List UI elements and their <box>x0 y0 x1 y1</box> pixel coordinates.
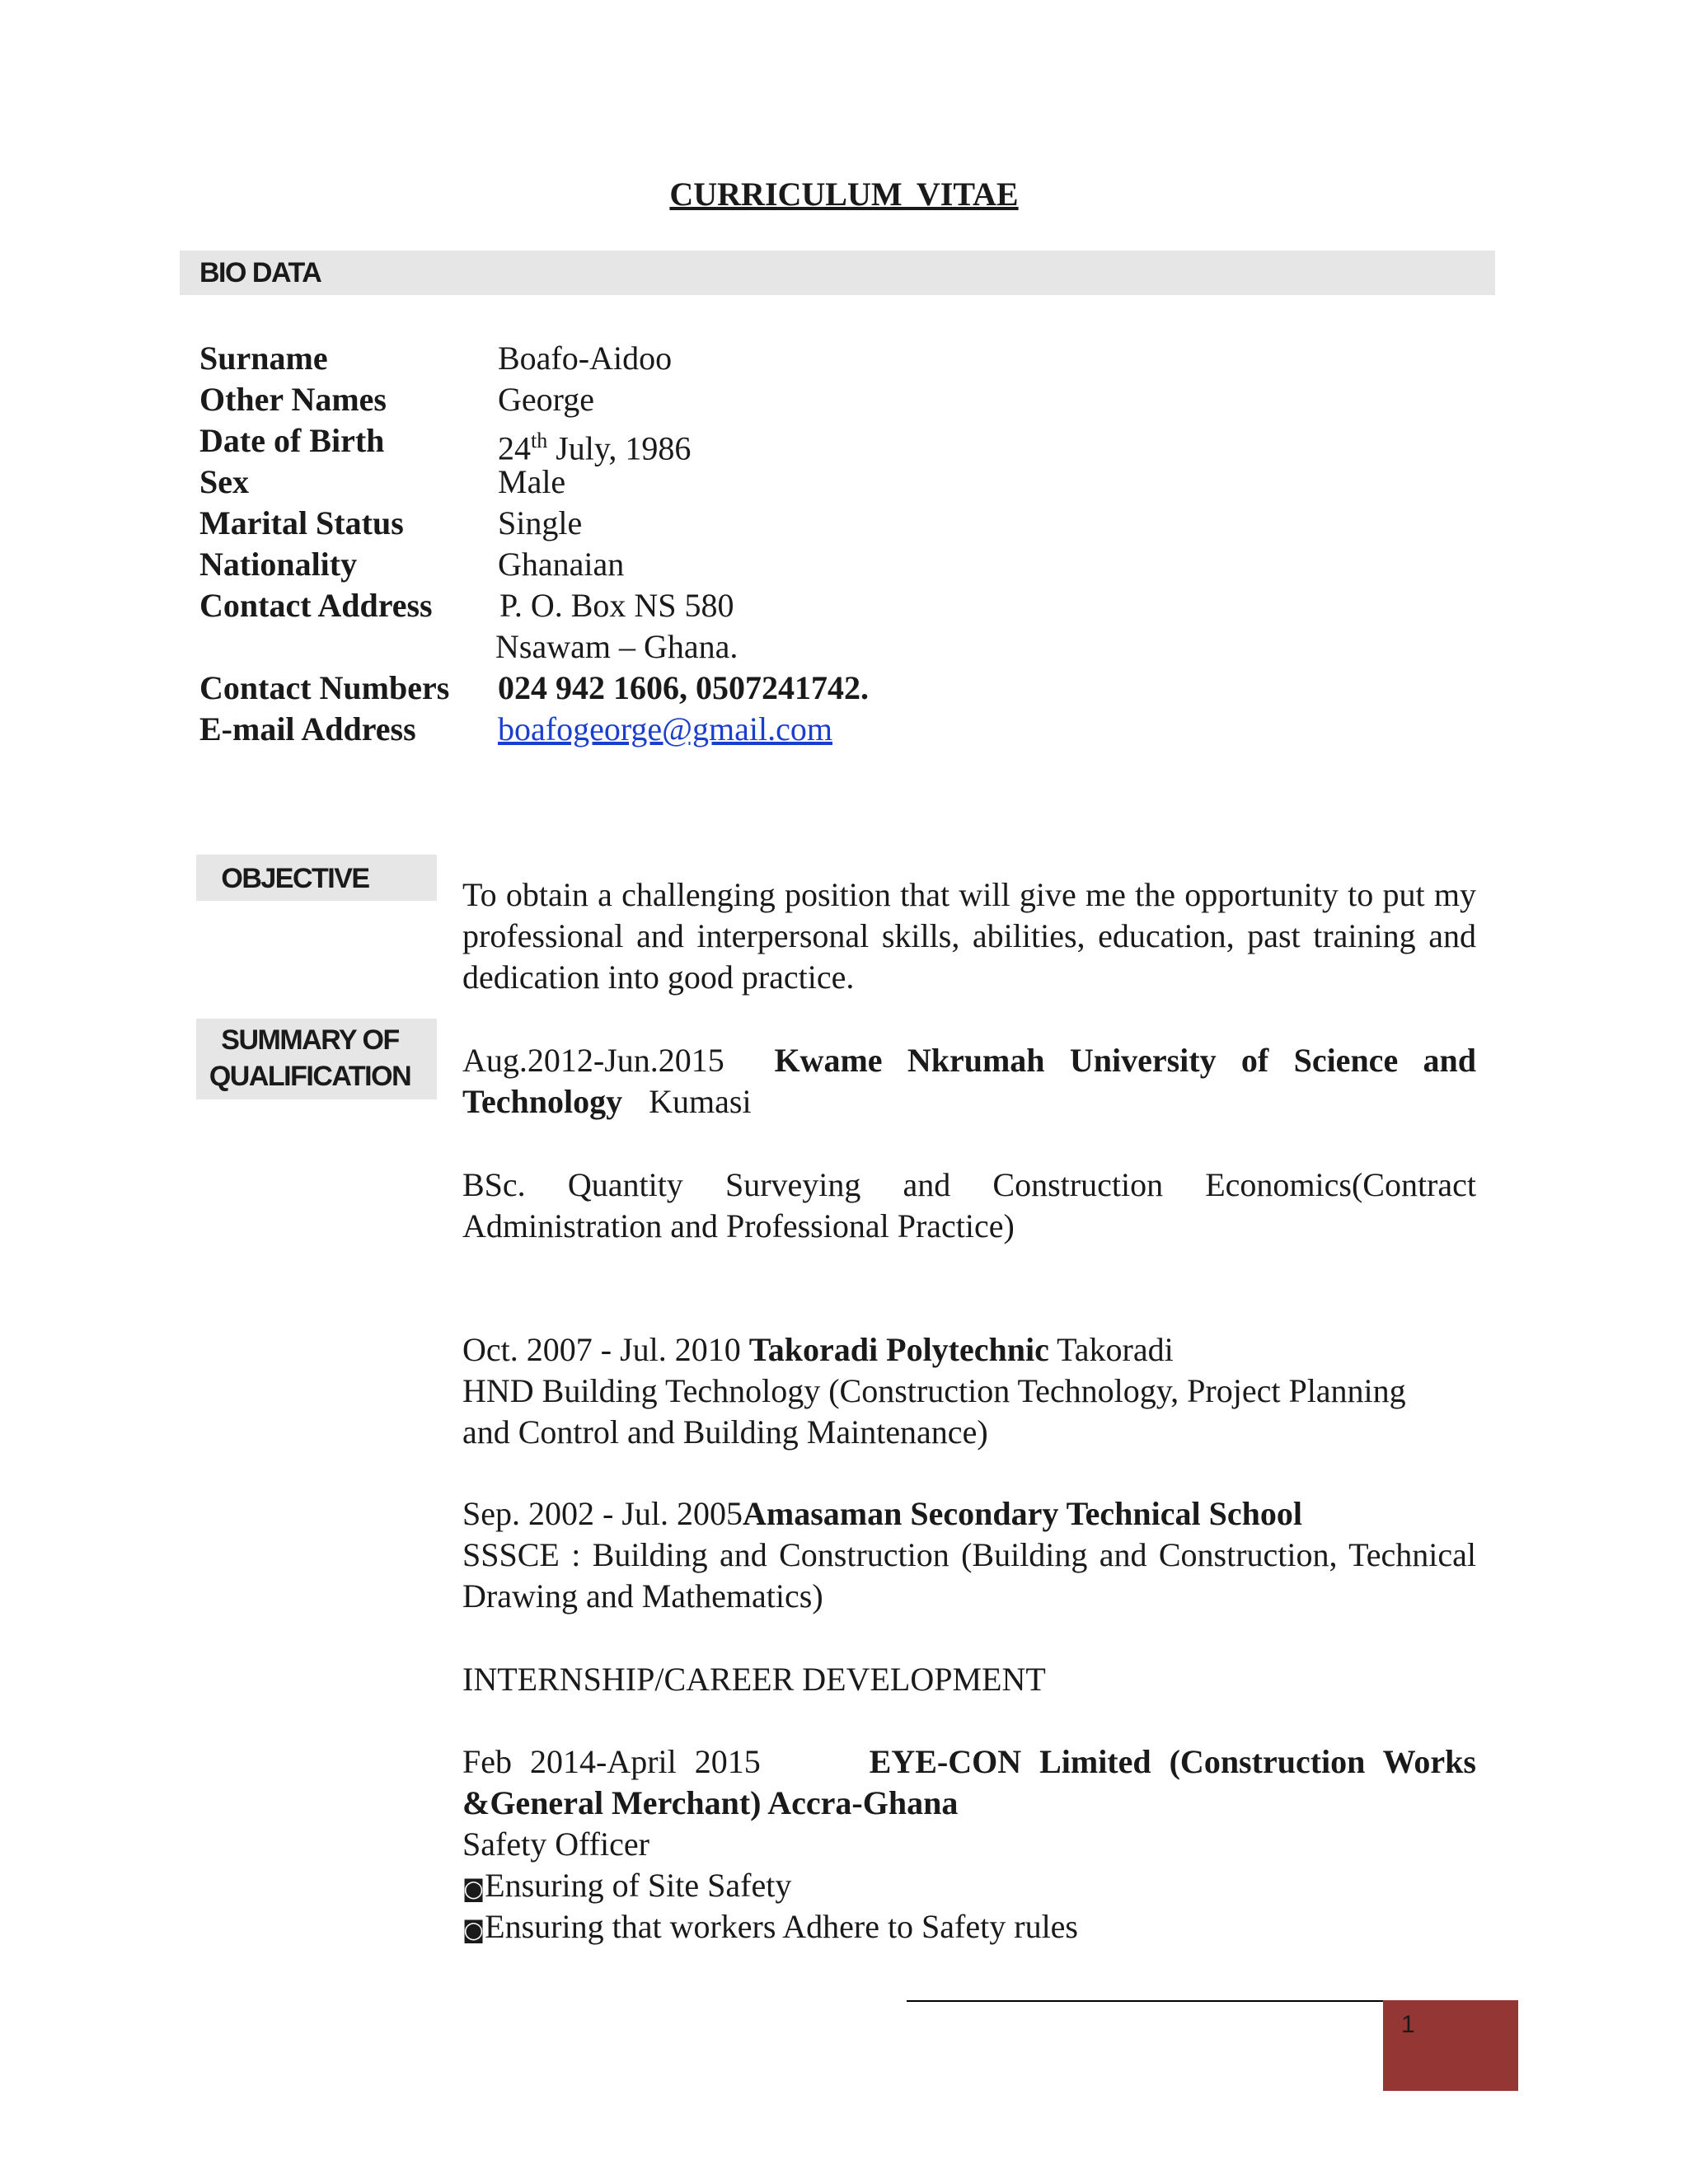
summary-heading-line-2: QUALIFICATION <box>209 1061 411 1092</box>
marital-status-value: Single <box>498 504 583 541</box>
nationality-label: Nationality <box>199 546 358 583</box>
contact-address-label: Contact Address <box>199 587 433 624</box>
education-detail-knust: BSc. Quantity Surveying and Construction Economics(Contract Administration and Professional Practice) <box>462 1166 1476 1244</box>
education-location: Kumasi <box>649 1083 752 1120</box>
internship-heading: INTERNSHIP/CAREER DEVELOPMENT <box>462 1661 1046 1698</box>
bio-data-heading: BIO DATA <box>199 257 321 288</box>
education-dates: Aug.2012-Jun.2015 <box>462 1042 724 1079</box>
contact-address-line-1: P. O. Box NS 580 <box>499 587 734 624</box>
job-dates: Feb 2014-April 2015 <box>462 1743 761 1780</box>
job-entry-eyecon <box>462 1741 1476 1824</box>
sex-label: Sex <box>199 463 249 500</box>
education-dates: Sep. 2002 - Jul. 2005 <box>462 1495 743 1532</box>
education-institution: Kwame Nkrumah University of Science and Technology <box>462 1042 1477 1120</box>
page-number: 1 <box>1401 2011 1415 2038</box>
surname-value: Boafo-Aidoo <box>498 340 673 377</box>
job-role: Safety Officer <box>462 1825 649 1863</box>
duty-item <box>462 1906 1078 1951</box>
contact-numbers-label: Contact Numbers <box>199 669 450 706</box>
dob-suffix: th <box>531 429 548 452</box>
education-detail-amasaman: SSSCE : Building and Construction (Building and Construction, Technical Drawing and Mathematics) <box>462 1536 1476 1615</box>
email-link[interactable]: boafogeorge@gmail.com <box>498 710 832 748</box>
other-names-label: Other Names <box>199 381 387 418</box>
date-of-birth-label: Date of Birth <box>199 422 385 459</box>
objective-text: To obtain a challenging position that will give me the opportunity to put my professional and interpersonal skills, abilities, education, past training and dedication into good practice. <box>462 876 1476 996</box>
email-label: E-mail Address <box>199 710 416 748</box>
document-title: CURRICULUM VITAE <box>669 176 1019 213</box>
education-institution: Takoradi Polytechnic <box>748 1331 1049 1368</box>
duty-text: Ensuring of Site Safety <box>485 1867 792 1904</box>
dob-rest: July, 1986 <box>547 429 692 467</box>
dob-day: 24 <box>498 429 531 467</box>
contact-address-line-2: Nsawam – Ghana. <box>495 628 738 665</box>
education-detail-takoradi: HND Building Technology (Construction Technology, Project Planning and Control and Building Maintenance) <box>462 1372 1406 1451</box>
education-entry-knust <box>462 1040 1476 1122</box>
education-entry-takoradi <box>462 1329 1476 1371</box>
duty-item <box>462 1865 791 1910</box>
bio-data-heading-band <box>180 251 1495 295</box>
other-names-value: George <box>498 381 594 418</box>
duty-text: Ensuring that workers Adhere to Safety rules <box>485 1908 1078 1945</box>
surname-label: Surname <box>199 340 328 377</box>
nationality-value: Ghanaian <box>498 546 625 583</box>
education-location: Takoradi <box>1057 1331 1174 1368</box>
education-entry-amasaman <box>462 1493 1476 1535</box>
marital-status-label: Marital Status <box>199 504 404 541</box>
contact-numbers-value: 024 942 1606, 0507241742. <box>498 669 869 706</box>
bullet-icon: ◙ <box>462 1875 485 1902</box>
sex-value: Male <box>498 463 566 500</box>
summary-heading-line-1: SUMMARY OF <box>221 1024 399 1056</box>
job-employer: EYE-CON Limited (Construction Works &General Merchant) Accra-Ghana <box>462 1743 1476 1821</box>
bullet-icon: ◙ <box>462 1916 485 1943</box>
education-dates: Oct. 2007 - Jul. 2010 <box>462 1331 741 1368</box>
education-institution: Amasaman Secondary Technical School <box>743 1495 1302 1532</box>
objective-heading: OBJECTIVE <box>221 863 369 894</box>
footer-rule <box>907 2000 1383 2002</box>
